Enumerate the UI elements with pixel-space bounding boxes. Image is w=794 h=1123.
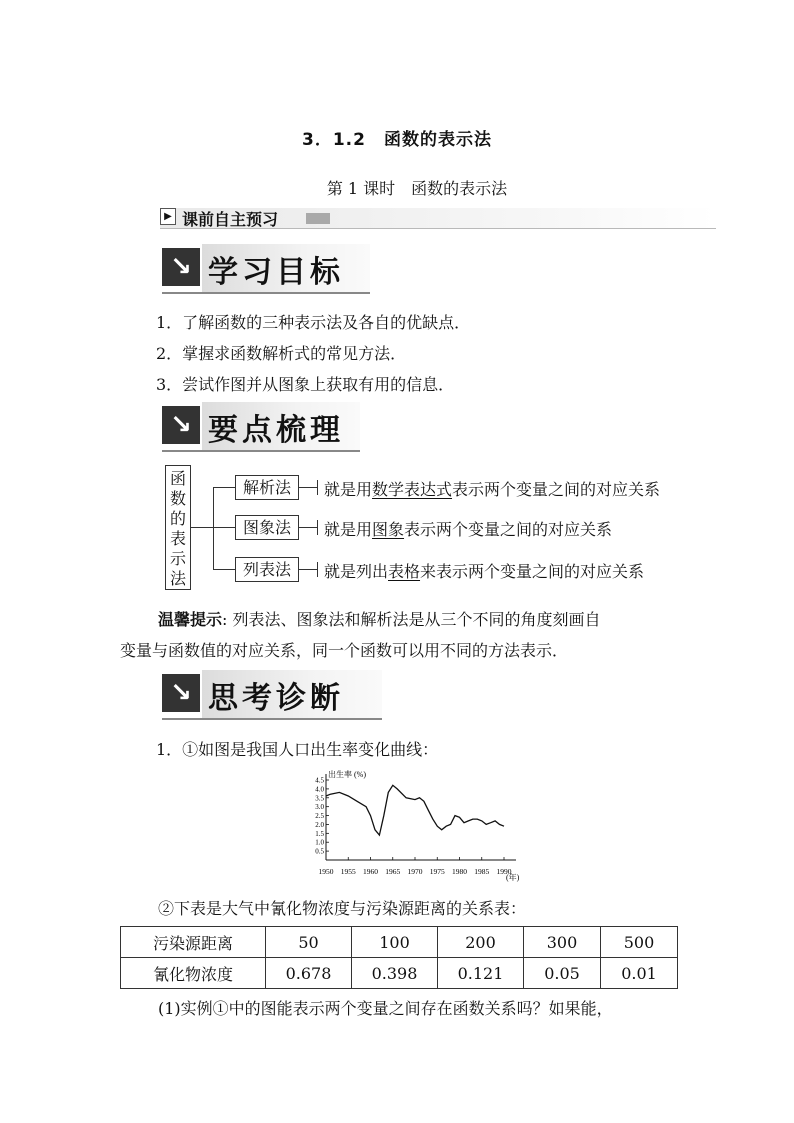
chart-x-label: (年) xyxy=(506,873,520,882)
connector-line xyxy=(213,487,235,488)
x-tick-label: 1985 xyxy=(474,867,490,876)
tip-label: 温馨提示 xyxy=(158,610,223,629)
goals-heading xyxy=(162,244,370,294)
section-title: 3．1.2 函数的表示法 xyxy=(302,130,492,150)
table-row xyxy=(121,927,678,958)
row-header: 氰化物浓度 xyxy=(121,958,266,989)
connector-line xyxy=(213,487,214,569)
table-intro: ②下表是大气中氰化物浓度与污染源距离的关系表： xyxy=(158,899,527,918)
desc-keyword: 表格 xyxy=(388,562,421,581)
question-1-text: (1)实例①中的图能表示两个变量之间存在函数关系吗？如果能， xyxy=(158,999,613,1018)
birth-rate-chart xyxy=(306,768,536,886)
y-tick-label: 2.0 xyxy=(315,820,324,829)
play-arrow-icon: ▶ xyxy=(160,208,176,225)
preview-decor-block xyxy=(306,213,330,224)
connector-line xyxy=(213,527,235,528)
goal-item: 1．了解函数的三种表示法及各自的优缺点． xyxy=(156,313,471,332)
desc-text: 来表示两个变量之间的对应关系 xyxy=(420,562,645,581)
y-tick-label: 2.5 xyxy=(315,812,324,821)
root-char: 的 xyxy=(169,509,186,528)
method-label: 列表法 xyxy=(242,560,291,579)
connector-line xyxy=(299,487,317,488)
y-tick-label: 4.5 xyxy=(315,776,324,785)
thinking-heading xyxy=(162,670,382,720)
diagram-root-box xyxy=(165,465,191,590)
arrow-icon: ↘ xyxy=(162,248,200,286)
x-tick-label: 1970 xyxy=(407,867,423,876)
table-row xyxy=(121,958,678,989)
root-char: 函 xyxy=(169,469,186,488)
connector-line xyxy=(317,562,318,577)
table-cell: 0.01 xyxy=(601,958,678,989)
preview-label: 课前自主预习 xyxy=(182,210,279,229)
connector-line xyxy=(317,480,318,495)
row-header: 污染源距离 xyxy=(121,927,266,958)
series-line-birth-rate xyxy=(326,785,504,835)
desc-text: 表示两个变量之间的对应关系 xyxy=(452,480,661,499)
arrow-icon: ↘ xyxy=(162,406,200,444)
concentration-table xyxy=(120,926,678,989)
y-tick-label: 1.0 xyxy=(315,838,324,847)
goal-item: 2．掌握求函数解析式的常见方法． xyxy=(156,344,407,363)
x-tick-label: 1965 xyxy=(385,867,401,876)
y-tick-label: 3.5 xyxy=(315,794,324,803)
x-tick-label: 1980 xyxy=(452,867,467,876)
method-box-table xyxy=(235,557,299,582)
y-tick-label: 3.0 xyxy=(315,803,324,812)
root-char: 示 xyxy=(169,549,186,568)
connector-line xyxy=(299,569,317,570)
desc-keyword: 图象 xyxy=(372,520,405,539)
key-points-heading xyxy=(162,402,360,452)
table-cell: 200 xyxy=(438,927,524,958)
table-cell: 0.678 xyxy=(266,958,352,989)
method-box-graph xyxy=(235,515,299,540)
table-cell: 0.121 xyxy=(438,958,524,989)
y-tick-label: 1.5 xyxy=(315,829,324,838)
question-intro: 1．①如图是我国人口出生率变化曲线： xyxy=(156,740,439,759)
method-description xyxy=(324,559,644,582)
x-tick-label: 1975 xyxy=(429,867,445,876)
method-description xyxy=(324,517,612,540)
desc-keyword: 数学表达式 xyxy=(372,480,453,499)
desc-text: 就是用 xyxy=(324,480,373,499)
table-cell: 0.398 xyxy=(352,958,438,989)
connector-line xyxy=(317,520,318,535)
x-tick-label: 1960 xyxy=(363,867,378,876)
table-cell: 300 xyxy=(524,927,601,958)
method-label: 解析法 xyxy=(242,478,291,497)
connector-line xyxy=(299,527,317,528)
y-tick-label: 4.0 xyxy=(315,785,324,794)
x-tick-label: 1990 xyxy=(496,867,512,876)
y-tick-label: 0.5 xyxy=(315,847,324,856)
key-points-heading-text: 要点梳理 xyxy=(208,413,344,448)
x-tick-label: 1955 xyxy=(340,867,356,876)
chart-y-label: 出生率 (%) xyxy=(328,770,366,779)
desc-text: 就是列出 xyxy=(324,562,389,581)
table-cell: 100 xyxy=(352,927,438,958)
thinking-heading-text: 思考诊断 xyxy=(208,681,344,716)
table-cell: 500 xyxy=(601,927,678,958)
table-cell: 0.05 xyxy=(524,958,601,989)
desc-text: 就是用 xyxy=(324,520,373,539)
tip-text: : 列表法、图象法和解析法是从三个不同的角度刻画自 xyxy=(222,610,601,629)
method-label: 图象法 xyxy=(242,518,291,537)
tip-line-1 xyxy=(158,607,601,630)
root-char: 法 xyxy=(169,569,186,588)
method-box-analytic xyxy=(235,475,299,500)
root-char: 数 xyxy=(169,489,186,508)
root-char: 表 xyxy=(169,529,186,548)
table-cell: 50 xyxy=(266,927,352,958)
connector-line xyxy=(213,569,235,570)
x-tick-label: 1950 xyxy=(318,867,334,876)
arrow-icon: ↘ xyxy=(162,674,200,712)
method-description xyxy=(324,477,660,500)
goal-item: 3．尝试作图并从图象上获取有用的信息． xyxy=(156,375,455,394)
desc-text: 表示两个变量之间的对应关系 xyxy=(404,520,613,539)
tip-line-2: 变量与函数值的对应关系，同一个函数可以用不同的方法表示． xyxy=(120,641,569,660)
connector-line xyxy=(191,527,213,528)
goals-heading-text: 学习目标 xyxy=(208,255,344,290)
lesson-title: 第 1 课时 函数的表示法 xyxy=(326,179,508,198)
